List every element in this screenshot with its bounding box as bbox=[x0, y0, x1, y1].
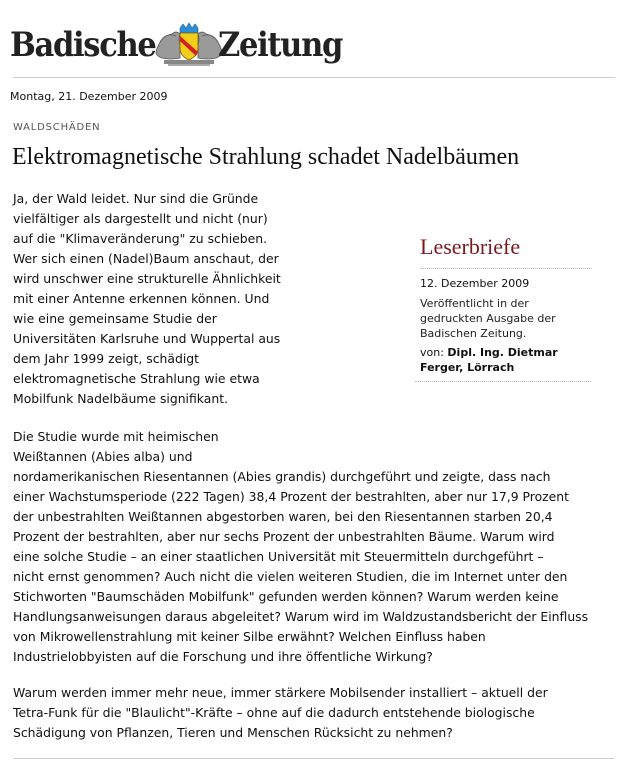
article-paragraph-2 bbox=[13, 427, 623, 667]
text-line: Stichworten "Baumschäden Mobilfunk" gefunden werden können? Warum werden keine bbox=[13, 589, 559, 604]
dotted-divider bbox=[420, 268, 592, 269]
publication-note: Veröffentlicht in der gedruckten Ausgabe der Badischen Zeitung. bbox=[420, 297, 556, 340]
author-name: Dipl. Ing. Dietmar Ferger, Lörrach bbox=[420, 346, 558, 374]
coat-of-arms-icon bbox=[150, 22, 228, 68]
article-paragraph-1 bbox=[13, 189, 313, 409]
text-line: Schädigung von Pflanzen, Tieren und Menschen Rücksicht zu nehmen? bbox=[13, 725, 453, 740]
logo-word-zeitung: Zeitung bbox=[217, 25, 342, 65]
masthead-logo[interactable] bbox=[10, 22, 355, 68]
article-paragraph-3 bbox=[13, 683, 623, 743]
text-line: vielfältiger als dargestellt und nicht (nur) bbox=[13, 211, 268, 226]
text-line: wird unschwer eine strukturelle Ähnlichkeit bbox=[13, 271, 281, 286]
text-line: der unbestrahlten Weißtannen abgestorben waren, bei den Riesentannen starben 20,4 bbox=[13, 509, 553, 524]
text-line: Ja, der Wald leidet. Nur sind die Gründe bbox=[13, 191, 259, 206]
author-prefix: von: bbox=[420, 346, 448, 359]
text-line: Wer sich einen (Nadel)Baum anschaut, der bbox=[13, 251, 279, 266]
letter-date: 12. Dezember 2009 bbox=[420, 277, 530, 290]
text-line: Tetra-Funk für die "Blaulicht"-Kräfte – ohne auf die dadurch entstehende biologische bbox=[13, 705, 535, 720]
text-line: von Mikrowellenstrahlung mit keiner Silbe erwähnt? Welchen Einfluss haben bbox=[13, 629, 486, 644]
logo-word-badische: Badische bbox=[10, 25, 156, 65]
text-line: Weißtannen (Abies alba) und bbox=[13, 449, 193, 464]
author-line bbox=[420, 345, 593, 375]
text-line: Die Studie wurde mit heimischen bbox=[13, 429, 219, 444]
text-line: Handlungsanweisungen daraus abgeleitet? Warum wird im Waldzustandsbericht der Einfluss bbox=[13, 609, 589, 624]
text-line: Universitäten Karlsruhe und Wuppertal aus bbox=[13, 331, 281, 346]
text-line: Warum werden immer mehr neue, immer stärkere Mobilsender installiert – aktuell der bbox=[13, 685, 548, 700]
text-line: einer Wachstumsperiode (222 Tagen) 38,4 Prozent der bestrahlten, aber nur 17,9 Prozent bbox=[13, 489, 570, 504]
sidebar-title[interactable]: Leserbriefe bbox=[420, 234, 521, 259]
footer-divider bbox=[13, 758, 614, 759]
text-line: elektromagnetische Strahlung wie etwa bbox=[13, 371, 260, 386]
text-line: mit einer Antenne erkennen können. Und bbox=[13, 291, 270, 306]
text-line: wie eine gemeinsame Studie der bbox=[13, 311, 217, 326]
text-line: nicht ernst genommen? Auch nicht die vielen weiteren Studien, die im Internet unter den bbox=[13, 569, 568, 584]
header-divider bbox=[13, 77, 615, 78]
letter-info-box bbox=[418, 232, 593, 382]
text-line: dem Jahr 1999 zeigt, schädigt bbox=[13, 351, 200, 366]
text-line: Mobilfunk Nadelbäume signifikant. bbox=[13, 391, 229, 406]
article-kicker: WALDSCHÄDEN bbox=[13, 122, 101, 133]
text-line: Industrielobbyisten auf die Forschung und ihre öffentliche Wirkung? bbox=[13, 649, 433, 664]
page-date: Montag, 21. Dezember 2009 bbox=[10, 90, 168, 103]
text-line: Prozent der bestrahlten, aber nur sechs Prozent der unbestrahlten Bäume. Warum wird bbox=[13, 529, 555, 544]
article-headline: Elektromagnetische Strahlung schadet Nadelbäumen bbox=[12, 144, 520, 170]
dotted-divider-bottom bbox=[415, 381, 591, 382]
text-line: eine solche Studie – an einer staatlichen Universität mit Steuermitteln durchgeführt – bbox=[13, 549, 544, 564]
text-line: nordamerikanischen Riesentannen (Abies grandis) durchgeführt und zeigte, dass nach bbox=[13, 469, 551, 484]
text-line: auf die "Klimaveränderung" zu schieben. bbox=[13, 231, 268, 246]
